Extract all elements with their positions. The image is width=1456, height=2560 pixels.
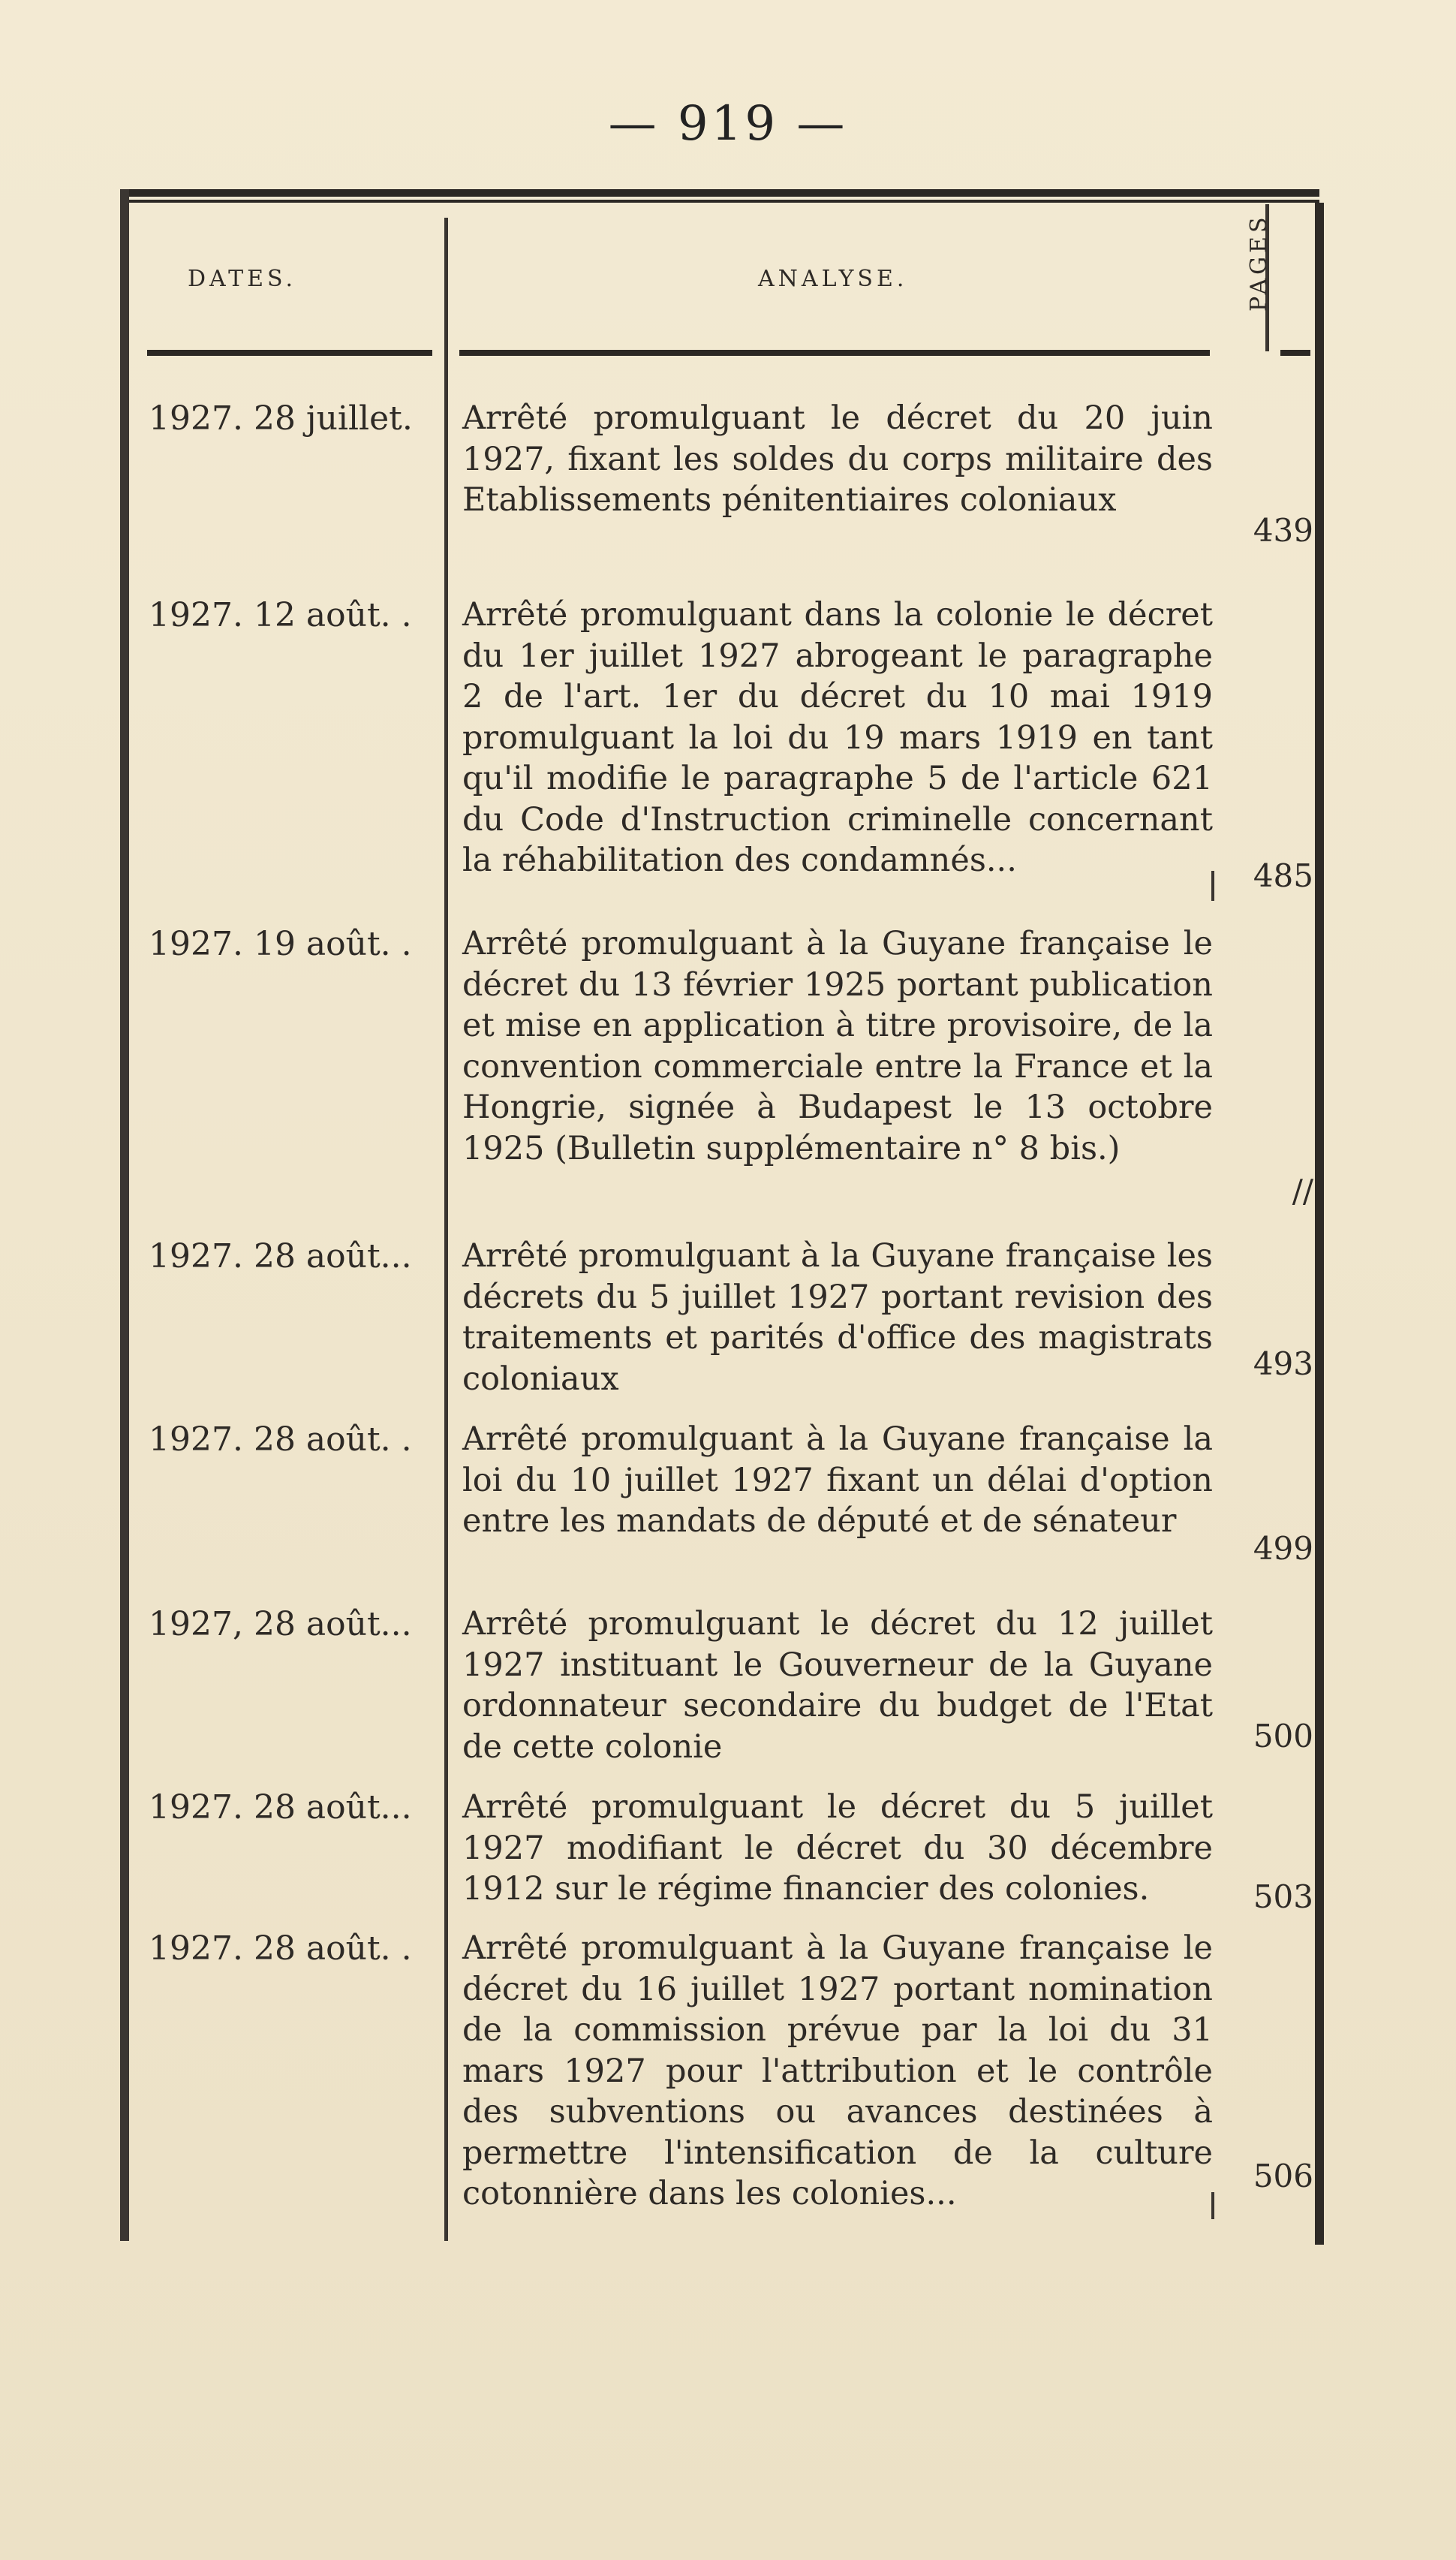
- entry-page: //: [1292, 1173, 1313, 1209]
- entry-page: 493: [1253, 1345, 1313, 1382]
- entry-analysis: Arrêté promulguant à la Guyane française le décret du 13 février 1925 portant publication et mise en application à titre provisoire, de la convention commerciale entre la France et la Hongrie, signée à Budapest le 13 octobre 1925 (Bulletin supplémentaire n° 8 bis.): [462, 925, 1213, 1167]
- entry-analysis: Arrêté promulguant le décret du 12 juillet 1927 instituant le Gouverneur de la Guyane ordonnateur secondaire du budget de l'Etat de cette colonie: [462, 1605, 1213, 1766]
- header-dates: DATES.: [188, 266, 297, 292]
- table-top-rule: [126, 189, 1319, 197]
- entry-page: 439: [1253, 512, 1313, 549]
- header-rule-pages: [1280, 350, 1310, 356]
- entry-tick-mark: [1211, 871, 1214, 901]
- entry-analysis: Arrêté promulguant à la Guyane française les décrets du 5 juillet 1927 portant revision des traitements et parités d'office des magistrats coloniaux: [462, 1237, 1213, 1398]
- entry-date: 1927. 28 juillet.: [149, 399, 413, 438]
- entry-date: 1927, 28 août...: [149, 1605, 412, 1643]
- entry-page: 503: [1253, 1878, 1313, 1915]
- entry-analysis: Arrêté promulguant à la Guyane française le décret du 16 juillet 1927 portant nomination de la commission prévue par la loi du 31 mars 1927 pour l'attribution et le contrôle des subventions ou avances destinées à permettre l'intensification de la culture cotonnière dans les colonies...: [462, 1929, 1213, 2212]
- table-left-border: [120, 189, 129, 2241]
- entry-page: 506: [1253, 2158, 1313, 2194]
- entry-date: 1927. 28 août...: [149, 1237, 412, 1275]
- table-top-rule-thin: [126, 200, 1319, 203]
- page-number: — 919 —: [608, 96, 848, 152]
- entry-page: 485: [1253, 857, 1313, 894]
- entry-analysis: Arrêté promulguant dans la colonie le décret du 1er juillet 1927 abrogeant le paragraphe 2 de l'art. 1er du décret du 10 mai 1919 promulguant la loi du 19 mars 1919 en tant qu'il modifie le paragraphe 5 de l'article 621 du Code d'Instruction criminelle concernant la réhabilitation des condamnés...: [462, 596, 1213, 879]
- entry-page: 499: [1253, 1530, 1313, 1567]
- header-rule-analyse: [459, 350, 1210, 356]
- header-analyse: ANALYSE.: [758, 266, 908, 292]
- entry-date: 1927. 28 août...: [149, 1788, 412, 1827]
- entry-date: 1927. 12 août. .: [149, 596, 412, 634]
- entry-date: 1927. 28 août. .: [149, 1929, 412, 1968]
- table-right-border: [1315, 203, 1324, 2245]
- entry-page: 500: [1253, 1718, 1313, 1754]
- entry-analysis: Arrêté promulguant à la Guyane française la loi du 10 juillet 1927 fixant un délai d'option entre les mandats de député et de sénateur: [462, 1420, 1213, 1540]
- entry-analysis: Arrêté promulguant le décret du 5 juillet 1927 modifiant le décret du 30 décembre 1912 sur le régime financier des colonies.: [462, 1788, 1213, 1908]
- header-rule-dates: [147, 350, 432, 356]
- entry-date: 1927. 19 août. .: [149, 925, 412, 963]
- column-divider-dates: [444, 218, 448, 2241]
- entry-tick-mark: [1211, 2192, 1214, 2219]
- header-pages: PAGES: [1246, 213, 1272, 312]
- entry-analysis: Arrêté promulguant le décret du 20 juin 1927, fixant les soldes du corps militaire des Etablissements pénitentiaires coloniaux: [462, 399, 1213, 519]
- entry-date: 1927. 28 août. .: [149, 1420, 412, 1459]
